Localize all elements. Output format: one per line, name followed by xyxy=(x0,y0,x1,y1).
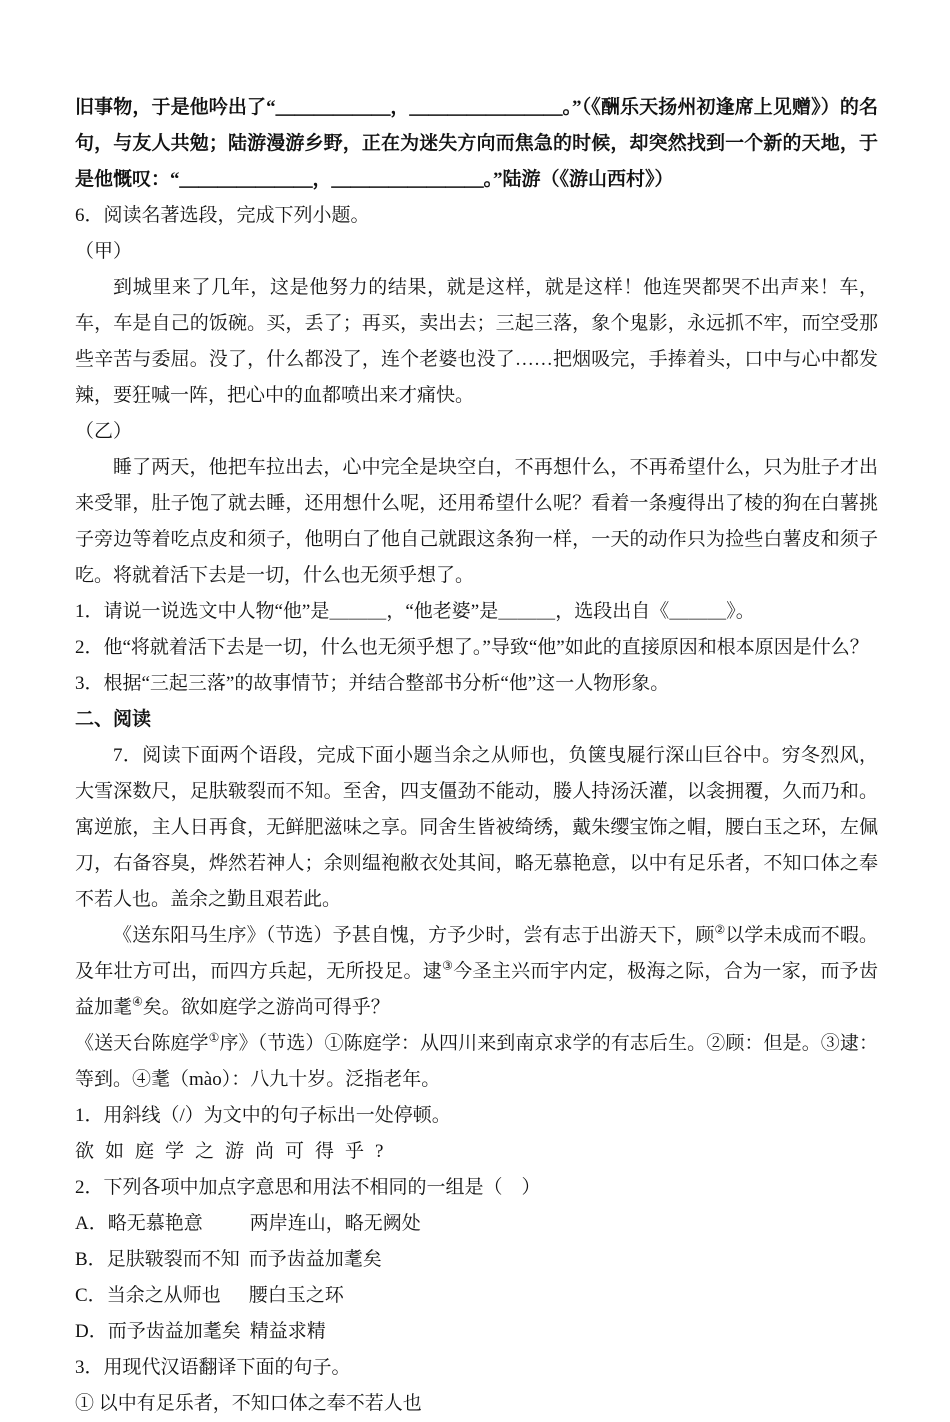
q6-item-1: 1．请说一说选文中人物“他”是＿＿＿，“他老婆”是＿＿＿，选段出自《＿＿＿》。 xyxy=(75,601,755,622)
section-2-heading: 二、阅读 xyxy=(75,709,152,730)
passage-3-title-a: 《送天台陈庭学 xyxy=(75,1033,209,1054)
passage-1-intro-text: 7．阅读下面两个语段，完成下面小题 xyxy=(113,745,433,766)
option-b xyxy=(75,1242,878,1278)
excerpt-jia: 到城里来了几年，这是他努力的结果，就是这样，就是这样！他连哭都哭不出声来！车，车，车是自己的饭碗。买，丢了；再买，卖出去；三起三落，象个鬼影，永远抓不牢，而空受那些辛苦与委屈。没了，什么都没了，连个老婆也没了……把烟吸完，手捧着头，口中与心中都发辣，要狂喊一阵，把心中的血都喷出来才痛快。 xyxy=(75,277,878,406)
pause-sentence: 欲如庭学之游尚可得乎? xyxy=(75,1141,395,1162)
superscript-3-icon: ③ xyxy=(442,958,454,973)
passage-2-text-c: 今圣主兴而宇内定，极海之际，合为一家，而予齿益加耄 xyxy=(75,961,878,1018)
passage-1 xyxy=(75,738,878,918)
intro-paragraph: 旧事物，于是他吟出了“＿＿＿＿＿＿，＿＿＿＿＿＿＿＿。”（《酬乐天扬州初逢席上见赠》）的名句，与友人共勉；陆游漫游乡野，正在为迷失方向而焦急的时候，却突然找到一个新的天地，于是他慨叹：“＿＿＿＿＿＿＿，＿＿＿＿＿＿＿＿。”陆游（《游山西村》） xyxy=(75,97,878,190)
option-c xyxy=(75,1278,878,1314)
translation-sentence-1: ① 以中有足乐者，不知口体之奉不若人也 xyxy=(75,1393,422,1414)
option-a-letter: A． xyxy=(75,1213,108,1234)
option-c-letter: C． xyxy=(75,1285,107,1306)
option-b-phrase-1: 足肤皲裂而不知 xyxy=(106,1249,240,1270)
superscript-4-icon: ④ xyxy=(132,994,143,1009)
passage-2-text-b: 以学未成而不暇。及年壮方可出，而四方兵起，无所投足。逮 xyxy=(75,925,878,982)
passage-2-source-title: 《送东阳马生序》（节选） xyxy=(113,925,333,946)
passage-2-text-d: 矣。欲如庭学之游尚可得乎？ xyxy=(142,997,390,1018)
passage-3-notes xyxy=(75,1026,878,1098)
option-b-letter: B． xyxy=(75,1249,107,1270)
option-c-phrase-1: 当余之从师也 xyxy=(106,1285,221,1306)
label-jia: （甲） xyxy=(75,241,133,262)
q7-item-3: 3．用现代汉语翻译下面的句子。 xyxy=(75,1357,351,1378)
passage-3-annotations: ①陈庭学：从四川来到南京求学的有志后生。②顾：但是。③逮：等到。④耄（mào）：八九十岁。泛指老年。 xyxy=(75,1033,878,1090)
option-d xyxy=(75,1314,878,1350)
excerpt-yi: 睡了两天，他把车拉出去，心中完全是块空白，不再想什么，不再希望什么，只为肚子才出来受罪，肚子饱了就去睡，还用想什么呢，还用希望什么呢？看着一条瘦得出了棱的狗在白薯挑子旁边等着吃点皮和须子，他明白了他自己就跟这条狗一样，一天的动作只为捡些白薯皮和须子吃。将就着活下去是一切，什么也无须乎想了。 xyxy=(75,457,878,586)
option-b-phrase-2: 而予齿益加耄矣 xyxy=(248,1249,382,1270)
option-a xyxy=(75,1206,878,1242)
option-d-phrase-2: 精益求精 xyxy=(249,1321,326,1342)
passage-3-title-b: 序》（节选） xyxy=(219,1033,325,1054)
q6-item-2: 2．他“将就着活下去是一切，什么也无须乎想了。”导致“他”如此的直接原因和根本原因是什么？ xyxy=(75,637,869,658)
option-c-phrase-2: 腰白玉之环 xyxy=(248,1285,344,1306)
q7-item-1: 1．用斜线（/）为文中的句子标出一处停顿。 xyxy=(75,1105,451,1126)
label-yi: （乙） xyxy=(75,421,133,442)
superscript-2-icon: ② xyxy=(714,922,726,937)
option-d-phrase-1: 而予齿益加耄矣 xyxy=(107,1321,241,1342)
q7-item-2: 2．下列各项中加点字意思和用法不相同的一组是（ ） xyxy=(75,1177,541,1198)
passage-2 xyxy=(75,918,878,1026)
passage-1-classical-text: 当余之从师也，负箧曳屣行深山巨谷中。穷冬烈风，大雪深数尺，足肤皲裂而不知。至舍，四支僵劲不能动，媵人持汤沃灌，以衾拥覆，久而乃和。寓逆旅，主人日再食，无鲜肥滋味之享。同舍生皆被绮绣，戴朱缨宝饰之帽，腰白玉之环，左佩刀，右备容臭，烨然若神人；余则缊袍敝衣处其间，略无慕艳意，以中有足乐者，不知口体之奉不若人也。盖余之勤且艰若此。 xyxy=(75,745,878,910)
superscript-1-icon: ① xyxy=(208,1030,220,1045)
passage-2-text-a: 予甚自愧，方予少时，尝有志于出游天下，顾 xyxy=(332,925,715,946)
q6-item-3: 3．根据“三起三落”的故事情节；并结合整部书分析“他”这一人物形象。 xyxy=(75,673,670,694)
option-d-letter: D． xyxy=(75,1321,108,1342)
option-a-phrase-2: 两岸连山，略无阙处 xyxy=(249,1213,421,1234)
question-6-title: 6．阅读名著选段，完成下列小题。 xyxy=(75,205,370,226)
option-a-phrase-1: 略无慕艳意 xyxy=(107,1213,203,1234)
